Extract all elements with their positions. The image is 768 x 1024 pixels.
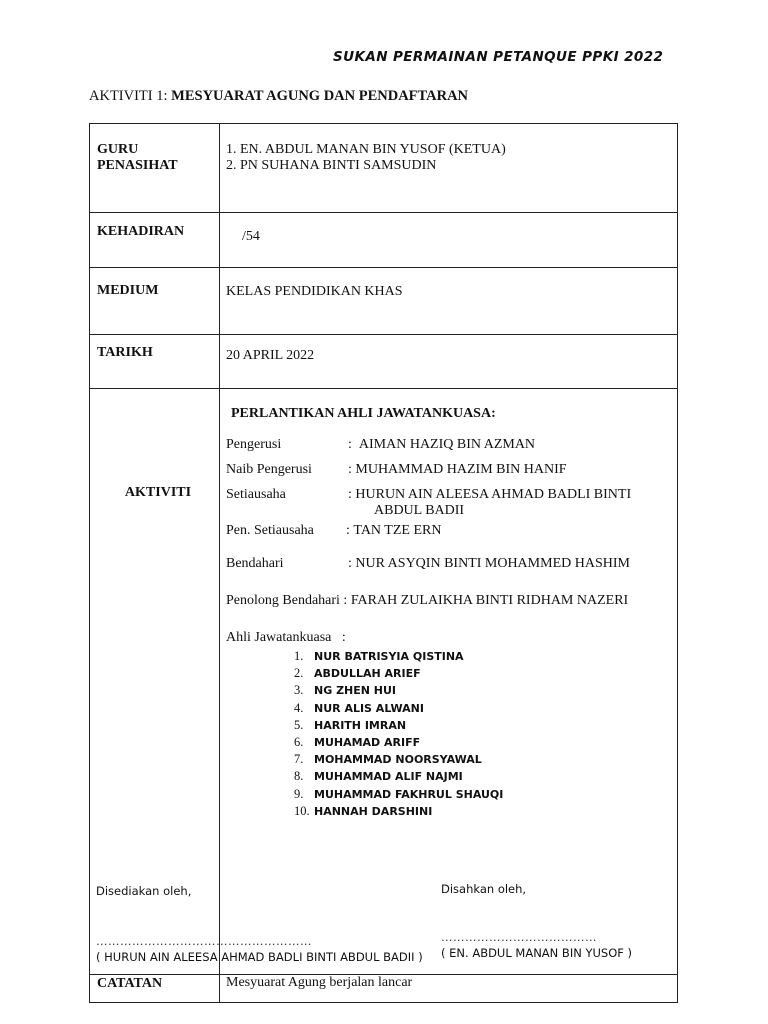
medium-value: KELAS PENDIDIKAN KHAS bbox=[220, 268, 678, 335]
member-number: 4. bbox=[294, 700, 304, 715]
table-row-kehadiran bbox=[90, 213, 678, 268]
role-name: Bendahari bbox=[226, 556, 284, 571]
members-list bbox=[226, 648, 677, 820]
list-item bbox=[294, 648, 677, 665]
role-row-setiausaha bbox=[226, 487, 677, 503]
table-row-guru bbox=[90, 124, 678, 213]
prepared-by-label: Disediakan oleh, bbox=[96, 884, 192, 898]
approved-by-signature-line: ………………………………… bbox=[441, 930, 597, 944]
role-row-penolong-bendahari bbox=[226, 593, 677, 609]
member-number: 2. bbox=[294, 666, 304, 681]
role-value: MUHAMMAD HAZIM BIN HANIF bbox=[355, 462, 567, 477]
aktiviti-subtitle: PERLANTIKAN AHLI JAWATANKUASA: bbox=[231, 406, 496, 421]
role-name: Setiausaha bbox=[226, 487, 286, 502]
member-name: HARITH IMRAN bbox=[314, 718, 407, 732]
member-name: NG ZHEN HUI bbox=[314, 684, 397, 698]
activity-report-table bbox=[89, 123, 678, 1003]
list-item bbox=[294, 786, 677, 803]
table-row-catatan bbox=[90, 975, 678, 1003]
role-row-naib-pengerusi bbox=[226, 462, 677, 478]
role-name: Pengerusi bbox=[226, 437, 282, 452]
catatan-label: CATATAN bbox=[90, 975, 220, 1003]
catatan-value: Mesyuarat Agung berjalan lancar bbox=[220, 975, 678, 1003]
member-name: HANNAH DARSHINI bbox=[314, 804, 433, 818]
role-row-setiausaha-cont bbox=[226, 503, 677, 519]
member-name: MOHAMMAD NOORSYAWAL bbox=[314, 753, 482, 767]
list-item bbox=[294, 700, 677, 717]
role-value: HURUN AIN ALEESA AHMAD BADLI BINTI bbox=[355, 487, 632, 502]
role-value: FARAH ZULAIKHA BINTI RIDHAM NAZERI bbox=[350, 593, 629, 608]
list-item bbox=[294, 751, 677, 768]
guru-label-cell bbox=[90, 124, 220, 213]
role-name: Penolong Bendahari bbox=[226, 593, 340, 608]
role-separator: : bbox=[348, 487, 356, 502]
member-number: 8. bbox=[294, 769, 304, 784]
member-name: NUR BATRISYIA QISTINA bbox=[314, 650, 464, 663]
role-value: TAN TZE ERN bbox=[353, 523, 442, 538]
role-name: Pen. Setiausaha bbox=[226, 523, 314, 538]
member-name: MUHAMMAD ALIF NAJMI bbox=[314, 770, 463, 784]
role-separator: : bbox=[346, 523, 354, 538]
role-separator: : bbox=[348, 556, 356, 571]
kehadiran-value: /54 bbox=[220, 213, 678, 268]
role-list bbox=[226, 437, 677, 609]
member-number: 1. bbox=[294, 649, 304, 663]
list-item bbox=[294, 717, 677, 734]
list-item bbox=[294, 665, 677, 682]
member-number: 7. bbox=[294, 752, 304, 767]
member-name: MUHAMAD ARIFF bbox=[314, 736, 421, 750]
list-item bbox=[294, 768, 677, 785]
member-number: 10. bbox=[294, 803, 310, 818]
document-header-title: SUKAN PERMAINAN PETANQUE PPKI 2022 bbox=[333, 49, 664, 65]
member-name: NUR ALIS ALWANI bbox=[314, 701, 424, 715]
member-number: 9. bbox=[294, 786, 304, 801]
prepared-by-name: ( HURUN AIN ALEESA AHMAD BADLI BINTI ABDUL BADII ) bbox=[96, 950, 423, 964]
tarikh-value: 20 APRIL 2022 bbox=[220, 335, 678, 389]
role-separator: : bbox=[339, 593, 351, 608]
activity-title: MESYUARAT AGUNG DAN PENDAFTARAN bbox=[171, 88, 469, 104]
role-separator: : bbox=[348, 437, 359, 452]
role-value-continued: ABDUL BADII bbox=[374, 503, 465, 518]
member-name: ABDULLAH ARIEF bbox=[314, 667, 421, 681]
role-name: Naib Pengerusi bbox=[226, 462, 312, 477]
aktiviti-label: AKTIVITI bbox=[90, 389, 220, 975]
guru-line-1: 1. EN. ABDUL MANAN BIN YUSOF (KETUA) bbox=[226, 142, 506, 157]
role-row-pengerusi bbox=[226, 437, 677, 453]
guru-value-cell bbox=[220, 124, 678, 213]
role-value: AIMAN HAZIQ BIN AZMAN bbox=[358, 437, 536, 452]
guru-label-line-2: PENASIHAT bbox=[97, 158, 178, 173]
tarikh-label: TARIKH bbox=[90, 335, 220, 389]
table-row-medium bbox=[90, 268, 678, 335]
table-row-tarikh bbox=[90, 335, 678, 389]
guru-label-line-1: GURU bbox=[97, 142, 139, 157]
member-number: 5. bbox=[294, 717, 304, 732]
member-number: 6. bbox=[294, 735, 304, 750]
member-number: 3. bbox=[294, 683, 304, 698]
members-label: Ahli Jawatankuasa : bbox=[226, 630, 346, 645]
role-separator: : bbox=[348, 462, 356, 477]
list-item bbox=[294, 734, 677, 751]
approved-by-label: Disahkan oleh, bbox=[441, 882, 527, 896]
kehadiran-label: KEHADIRAN bbox=[90, 213, 220, 268]
activity-heading bbox=[89, 88, 468, 105]
member-name: MUHAMMAD FAKHRUL SHAUQI bbox=[314, 787, 504, 801]
approved-by-name: ( EN. ABDUL MANAN BIN YUSOF ) bbox=[441, 946, 633, 960]
medium-label: MEDIUM bbox=[90, 268, 220, 335]
prepared-by-signature-line: ……………………………………………… bbox=[96, 934, 312, 948]
role-row-pen-setiausaha bbox=[226, 523, 677, 539]
role-row-bendahari bbox=[226, 556, 677, 572]
role-value: NUR ASYQIN BINTI MOHAMMED HASHIM bbox=[355, 556, 630, 571]
list-item bbox=[294, 803, 677, 820]
guru-line-2: 2. PN SUHANA BINTI SAMSUDIN bbox=[226, 158, 437, 173]
activity-prefix: AKTIVITI 1: bbox=[89, 88, 172, 104]
list-item bbox=[294, 682, 677, 699]
